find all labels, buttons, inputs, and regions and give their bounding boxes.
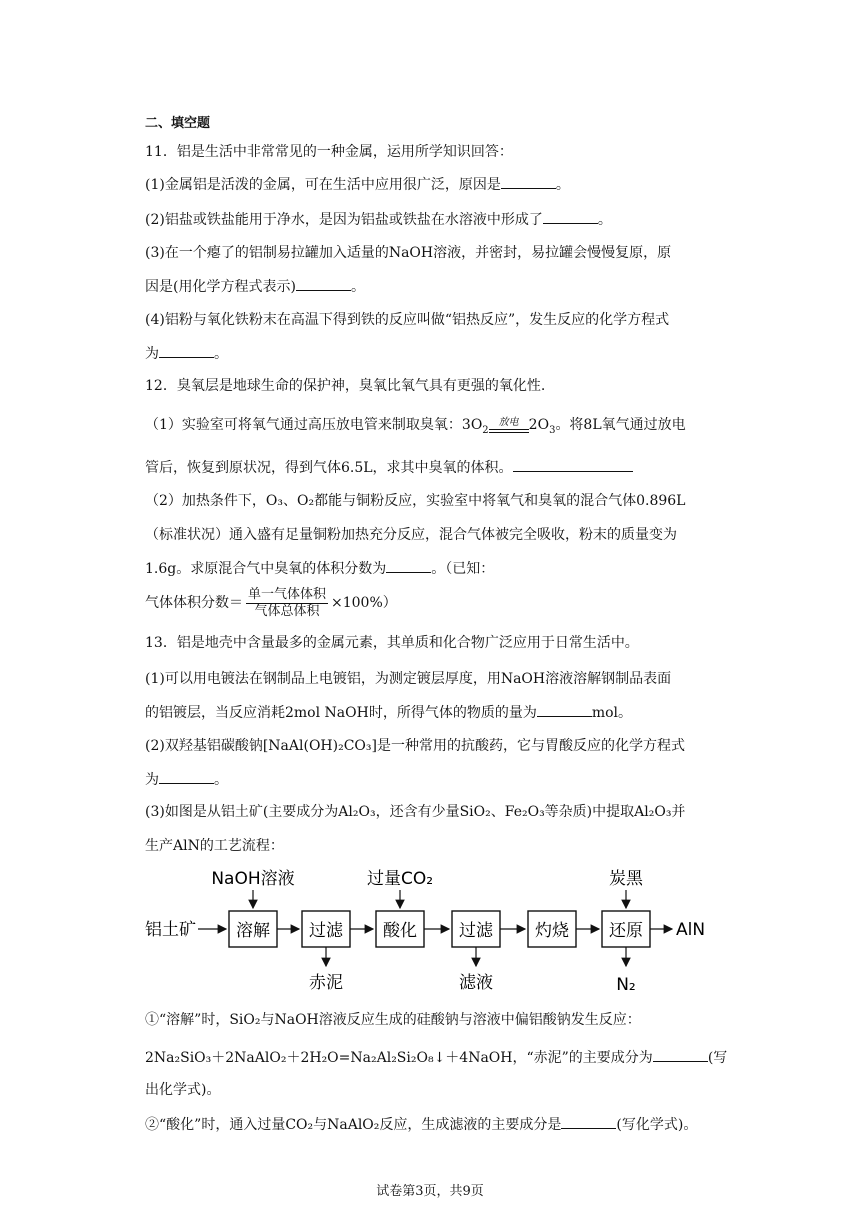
q13-part2-line2 (145, 768, 725, 791)
q12-stem: 12．臭氧层是地球生命的保护神，臭氧比氧气具有更强的氧化性. (145, 378, 546, 394)
q11-part3-line1: (3)在一个瘪了的铝制易拉罐加入适量的NaOH溶液，并密封，易拉罐会慢慢复原，原 (145, 245, 672, 261)
q11-part2 (145, 208, 725, 231)
flow-step-filter-1 (302, 911, 350, 947)
flow-step-label: 酸化 (383, 921, 417, 941)
q13-part1-unit: mol。 (591, 705, 633, 721)
q13-sub1-tail: 出化学式)。 (145, 1082, 221, 1098)
q13-sub1-equation (145, 1046, 728, 1069)
q11-part2-text: (2)铝盐或铁盐能用于净水，是因为铝盐或铁盐在水溶液中形成了 (145, 212, 543, 228)
period: 。 (350, 279, 365, 295)
q13-part1-line2 (145, 701, 725, 724)
formula-rhs: ×100%） (331, 595, 397, 611)
q13-stem: 13．铝是地壳中含量最多的金属元素，其单质和化合物广泛应用于日常生活中。 (145, 635, 639, 651)
period: 。 (214, 772, 228, 788)
period: 。 (597, 212, 612, 228)
period: 。 (214, 346, 228, 362)
q12-part1-line1: （1）实验室可将氧气通过高压放电管来制取臭氧：$3O_2$ 放电 $2O_3$。将8L氧气通过放电 (145, 416, 686, 436)
silicate-equation: 2Na₂SiO₃＋2NaAlO₂＋2H₂O=Na₂Al₂Si₂O₈↓＋4NaOH，“赤泥”的主要成分为 (145, 1050, 653, 1066)
q12-part2-line3 (145, 557, 725, 580)
q13-part3-line2: 生产AlN的工艺流程： (145, 838, 284, 854)
q12-part2-line2: （标准状况）通入盛有足量铜粉加热充分反应，混合气体被完全吸收，粉末的质量变为 (145, 527, 677, 543)
formula-denominator: 气体总体积 (254, 603, 320, 619)
q13-sub2-text: ②“酸化”时，通入过量CO₂与NaAlO₂反应，生成滤液的主要成分是 (145, 1117, 562, 1133)
q11-part3-text: 因是(用化学方程式表示) (145, 279, 296, 295)
equation-note: (写 (707, 1050, 728, 1066)
q12-part2-question: 1.6g。求原混合气中臭氧的体积分数为 (145, 561, 387, 577)
answer-blank (386, 557, 431, 573)
q13-part2-line1: (2)双羟基铝碳酸钠[NaAl(OH)₂CO₃]是一种常用的抗酸药，它与胃酸反应的化学方程式 (145, 738, 685, 754)
flow-output-label: AlN (676, 920, 706, 940)
flow-step-label: 还原 (609, 921, 643, 941)
q11-part1 (145, 173, 725, 196)
q11-stem: 11．铝是生活中非常常见的一种金属，运用所学知识回答： (145, 144, 513, 160)
process-flow-diagram (140, 860, 730, 1005)
formula-numerator: 单一气体体积 (248, 586, 327, 602)
flow-output-filtrate: 滤液 (459, 973, 493, 993)
section-title: 二、填空题 (145, 116, 211, 131)
answer-blank (513, 456, 633, 472)
formula-lhs: 气体体积分数＝ (145, 595, 243, 611)
q12-part1-product: 2O (528, 417, 550, 433)
q11-part4-line1: (4)铝粉与氧化铁粉末在高温下得到铁的反应叫做“铝热反应”，发生反应的化学方程式 (145, 312, 670, 328)
q13-sub2 (145, 1113, 725, 1136)
q12-part2-line1: （2）加热条件下，O₃、O₂都能与铜粉反应，实验室中将氧气和臭氧的混合气体0.896L (145, 493, 686, 509)
flow-reagent-co2: 过量CO₂ (366, 869, 434, 889)
q13-part1-line1: (1)可以用电镀法在钢制品上电镀铝，为测定镀层厚度，用NaOH溶液溶解钢制品表面 (145, 671, 672, 687)
q13-sub1-stem: ①“溶解”时，SiO₂与NaOH溶液反应生成的硅酸钠与溶液中偏铝酸钠发生反应： (145, 1012, 641, 1028)
answer-blank (653, 1046, 708, 1062)
reaction-condition (489, 418, 529, 433)
period: 。 (555, 177, 570, 193)
answer-blank (159, 342, 214, 358)
flow-output-red-mud: 赤泥 (309, 973, 343, 993)
flow-output-n2: N₂ (616, 975, 636, 995)
q13-part1-text: 的铝镀层，当反应消耗2mol NaOH时，所得气体的物质的量为 (145, 705, 537, 721)
flow-step-label: 灼烧 (535, 921, 569, 941)
formula-fraction (246, 587, 328, 620)
q13-part3-line1: (3)如图是从铝土矿(主要成分为Al₂O₃，还含有少量SiO₂、Fe₂O₃等杂质)中提取Al₂O₃并 (145, 804, 686, 820)
answer-blank (543, 208, 598, 224)
answer-blank (501, 173, 556, 189)
q12-part1-text: （1）实验室可将氧气通过高压放电管来制取臭氧：3O (145, 417, 483, 433)
page-footer: 试卷第3页，共9页 (376, 1184, 484, 1199)
flow-step-label: 溶解 (236, 921, 270, 941)
q12-part1-line2 (145, 456, 725, 479)
q12-part2-note: 。（已知： (431, 561, 495, 577)
flow-step-dissolve (229, 911, 277, 947)
volume-fraction-formula (145, 586, 725, 620)
q11-part4-text: 为 (145, 346, 159, 362)
flow-step-reduce (602, 911, 650, 947)
flow-step-filter-2 (452, 911, 500, 947)
answer-blank (296, 275, 351, 291)
flow-input-label: 铝土矿 (145, 920, 196, 940)
q11-part4-line2 (145, 342, 725, 365)
q12-part1-question: 管后，恢复到原状况，得到气体6.5L，求其中臭氧的体积。 (145, 460, 513, 476)
flow-reagent-carbon-black: 炭黑 (609, 869, 643, 889)
flow-step-calcine (528, 911, 576, 947)
answer-blank (561, 1113, 616, 1129)
answer-blank (159, 768, 214, 784)
flow-step-label: 过滤 (459, 921, 493, 941)
flow-step-acidify (376, 911, 424, 947)
flow-step-label: 过滤 (309, 921, 343, 941)
q13-sub2-note: (写化学式)。 (616, 1117, 698, 1133)
flow-reagent-naoh: NaOH溶液 (211, 869, 295, 889)
q11-part3-line2 (145, 275, 725, 298)
reaction-condition-label: 放电 (498, 416, 519, 428)
q11-part1-text: (1)金属铝是活泼的金属，可在生活中应用很广泛，原因是 (145, 177, 501, 193)
answer-blank (537, 701, 592, 717)
q13-part2-text: 为 (145, 772, 159, 788)
q12-part1-tail: 。将8L氧气通过放电 (555, 417, 686, 433)
